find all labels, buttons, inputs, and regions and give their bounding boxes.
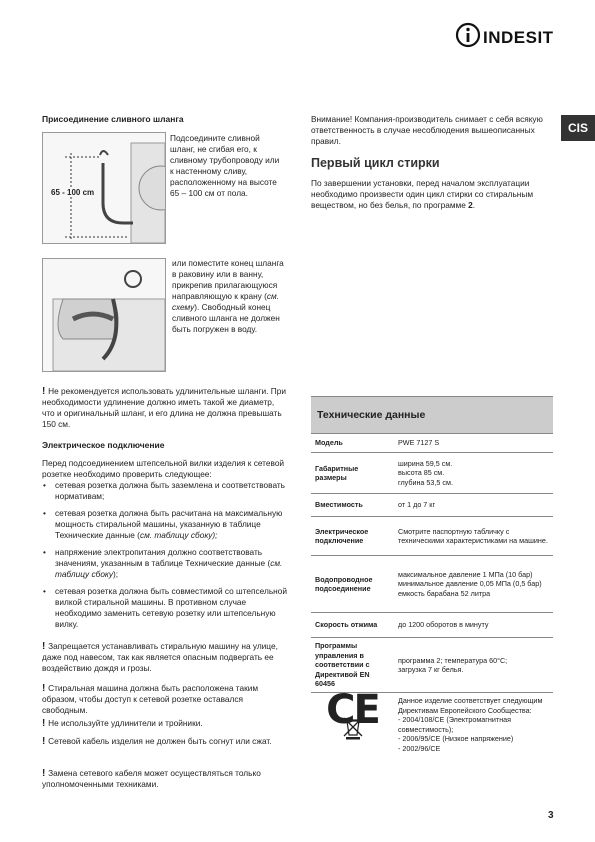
ce-mark: CE — [326, 687, 379, 734]
table-row — [311, 637, 553, 692]
row-label: Вместимость — [315, 500, 363, 510]
page-number: 3 — [548, 810, 554, 821]
row-value: PWE 7127 S — [398, 438, 440, 448]
row-value: от 1 до 7 кг — [398, 500, 436, 510]
warning-replace — [42, 768, 287, 790]
brand-name: INDESIT — [483, 28, 554, 47]
hose-text-sink — [172, 258, 287, 335]
tech-data-table — [311, 396, 553, 753]
check-text-3-end: ); — [113, 569, 119, 579]
first-cycle-body: По завершении установки, перед началом эксплуатации необходимо произвести один цикл стирки со стиральным веществом, но без белья, по программе — [311, 178, 534, 210]
check-text-3-italic: см. таблицу сбоку — [55, 558, 283, 579]
check-text-3: напряжение электропитания должно соответствовать значениям, указанным в таблице Технические данные ( — [55, 547, 271, 568]
warning-icon: ! — [42, 736, 49, 747]
drain-sink-illustration — [42, 258, 166, 372]
check-text-4: сетевая розетка должна быть совместимой со штепсельной вилкой стиральной машины. В противном случае необходимо заменить сетевую розетку или штепсельную вилку. — [55, 586, 288, 629]
check-item — [42, 480, 287, 502]
warning-icon: ! — [42, 768, 49, 779]
table-row — [311, 433, 553, 452]
row-label: Электрическое подключение — [315, 526, 369, 545]
tech-table-title: Технические данные — [311, 396, 553, 433]
warning-icon: ! — [42, 683, 49, 694]
program-spec: программа 2; температура 60°С; — [398, 655, 508, 665]
table-row — [311, 493, 553, 516]
check-text-2: сетевая розетка должна быть расчитана на максимальную мощность стиральной машины, указанную в таблице Технические данные ( — [55, 508, 283, 540]
height-label: 65 - 100 cm — [51, 188, 95, 197]
dims-height: высота 85 см. — [398, 468, 445, 478]
weee-bin-icon — [342, 716, 364, 740]
electrical-title: Электрическое подключение — [42, 440, 165, 450]
indesit-logo-icon — [455, 22, 481, 48]
hose-text-sink-b: ). Свободный конец сливного шланга не должен быть погружен в воду. — [172, 302, 280, 334]
table-row — [311, 612, 553, 637]
warning-text: Сетевой кабель изделия не должен быть согнут или сжат. — [48, 736, 272, 746]
check-item — [42, 547, 287, 580]
row-label: Модель — [315, 438, 343, 448]
program-load: загрузка 7 кг белья. — [398, 665, 464, 674]
extension-warning — [42, 386, 287, 430]
warning-icon: ! — [42, 641, 49, 652]
first-cycle-program: 2 — [468, 200, 473, 210]
check-text-1: сетевая розетка должна быть заземлена и соответствовать нормативам; — [55, 480, 286, 501]
drain-wall-illustration — [42, 132, 166, 244]
row-label: Программы управления в соответствии с Директивой EN 60456 — [315, 641, 370, 689]
warning-access — [42, 683, 287, 716]
row-value — [394, 638, 553, 692]
warning-extenders — [42, 718, 287, 729]
dims-depth: глубина 53,5 см. — [398, 477, 453, 487]
dims-width: ширина 59,5 см. — [398, 458, 453, 468]
table-row — [311, 452, 553, 493]
table-row — [311, 516, 553, 555]
directive-item: - 2004/108/CE (Электромагнитная совместимость); — [398, 715, 512, 734]
row-value: до 1200 оборотов в минуту — [398, 620, 489, 630]
directives-intro: Данное изделие соответствует следующим Директивам Европейского Сообщества: — [398, 696, 543, 715]
warning-icon: ! — [42, 386, 49, 397]
warning-text: Запрещается устанавливать стиральную машину на улице, даже под навесом, так как является опасным подвергать ее воздействию дождя и грозы. — [42, 641, 278, 673]
check-item — [42, 586, 287, 630]
row-value — [394, 453, 553, 493]
warning-cable — [42, 736, 287, 747]
warning-text: Не используйте удлинители и тройники. — [48, 718, 203, 728]
warning-text: Замена сетевого кабеля может осуществляться только уполномоченными техниками. — [42, 768, 261, 789]
first-cycle-title: Первый цикл стирки — [311, 156, 440, 170]
directive-item: - 2002/96/CE — [398, 743, 441, 753]
row-label: Габаритные размеры — [315, 463, 359, 482]
hose-text-wall: Подсоедините сливной шланг, не сгибая его, к сливному трубопроводу или к настенному сливу, расположенному на высоте 65 – 100 см от пола. — [170, 133, 280, 198]
drain-sink-drawing — [43, 259, 165, 371]
row-label: Водопроводное подсоединение — [315, 574, 373, 593]
electrical-checklist — [42, 480, 287, 636]
row-value: Смотрите паспортную табличку с техническими характеристиками на машине. — [398, 526, 548, 545]
row-label: Скорость отжима — [315, 620, 378, 630]
warning-text: Стиральная машина должна быть расположена таким образом, чтобы доступ к сетевой розетке оставался свободным. — [42, 683, 259, 715]
drum-capacity: емкость барабана 52 литра — [398, 588, 491, 598]
check-item — [42, 508, 287, 541]
hose-section-title: Присоединение сливного шланга — [42, 114, 184, 124]
table-row — [311, 687, 553, 753]
extension-text: Не рекомендуется использовать удлинительные шланги. При необходимости удлинение должно иметь такой же диаметр, что и оригинальный шланг, и его длина не должна превышать 150 см. — [42, 386, 287, 429]
directive-item: - 2006/95/CE (Низкое напряжение) — [398, 734, 514, 743]
warning-outdoor — [42, 641, 287, 674]
hose-text-sink-italic: см. схему — [172, 291, 280, 312]
row-value — [394, 693, 553, 753]
brand-logo — [455, 22, 585, 52]
ce-cell — [311, 687, 394, 753]
attention-note: Внимание! Компания-производитель снимает с себя всякую ответственность в случае несоблюдения вышеописанных правил. — [311, 114, 543, 146]
first-cycle-end: . — [472, 200, 476, 210]
language-tab: CIS — [561, 115, 595, 141]
check-text-2-italic: см. таблицу сбоку); — [139, 530, 218, 540]
water-max: максимальное давление 1 МПа (10 бар) — [398, 569, 533, 579]
warning-icon: ! — [42, 718, 49, 729]
first-cycle-text — [311, 178, 551, 211]
water-min: минимальное давление 0,05 МПа (0,5 бар) — [398, 579, 542, 589]
table-row — [311, 555, 553, 612]
hose-text-sink-a: или поместите конец шланга в раковину или в ванну, прикрепив прилагающуюся направляющую к крану ( — [172, 258, 284, 301]
electrical-intro: Перед подсоединением штепсельной вилки изделия к сетевой розетке необходимо проверить следующее: — [42, 458, 285, 479]
row-value — [394, 556, 553, 612]
